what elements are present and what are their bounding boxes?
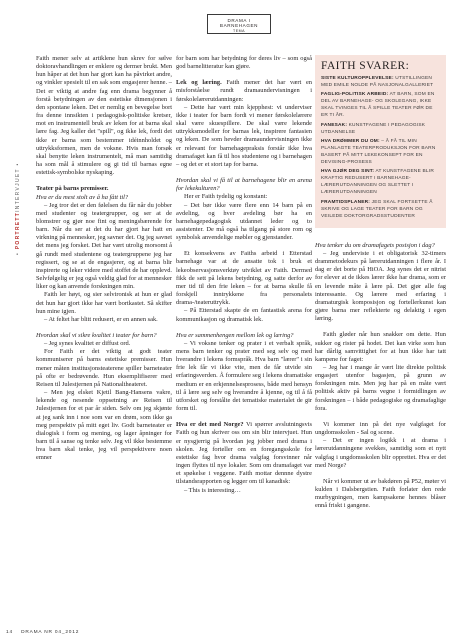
paragraph: for barn som har betydning for deres liv – som også god barnelitteratur kan gjøre. xyxy=(176,55,312,71)
fact-item xyxy=(321,168,440,196)
paragraph: – At feltet har blitt redusert, er en annen sak. xyxy=(44,315,158,323)
fact-item xyxy=(321,75,440,89)
paragraph: – Det er ingen logikk i at drama i lærerutdanningene svekkes, samtidig som et nytt valgfag i ungdomsskolen blir opprettet. Hva er det med Norge? xyxy=(315,437,446,469)
paragraph: Her er Faith tydelig og konstant: xyxy=(184,193,268,201)
paragraph: – Vi voksne tenker og prater i et verbalt språk, mens barn tenker og prater med seg selv og med hverandre i lekens formspråk. Hva barn "lærer" i sin frie lek får vi ikke vite, men de får utvide sin erfaringsverden. Å formulere seg i lekens dramatiske medium er en erkjennelsesprosess, både med hensyn til å lære seg selv og hverandre å kjenne, og til å få utforsket og forstålte det tematiske materialet de gir form til. xyxy=(176,339,312,413)
paragraph: – This is interesting… xyxy=(184,486,241,494)
paragraph: – Jeg har i mange år vært lite direkte politisk engasjert utenfor bagasjen, på grunn av forskningen min. Men jeg har på en måte vært politisk aktiv på barns vegne i formidlingen av forskningen – i både pedagogiske og dramafaglige fora. xyxy=(315,363,446,412)
paragraph: – Jeg tror det er den følelsen du får når du jobber med studenter og teatergrupper, og ser at de blomstrer og gjør noe fint og meningsbærende for barn. Når du ser at det du har gjort har hatt en virkning på mennesker, jeg savner det. Og jeg savnet det mens jeg forsket. Det har vært utrolig morsomt å gå rundt med studentene og teatergruppene jeg har regissert, og se at de engasjerer, og at barna blir inspirerte og leker videre med stoffet de har opplevd. Selvfølgelig er jeg også veldig glad for at mennesker liker og kan anvende forskningen min. xyxy=(36,201,172,291)
fact-key: FANESAK: xyxy=(321,122,348,128)
question: Hvordan skal vi få til at barnehagene blir en arena for lekekulturen? xyxy=(176,177,312,193)
question: Hva er du mest stolt av å ha fått til? xyxy=(36,193,129,201)
fact-key: FAGLIG-POLITISK ARBEID: xyxy=(321,92,389,98)
fact-value: – Å FÅ TIL MIN PLANLAGTE TEATERPRODUKSJON FOR BARN BASERT PÅ MITT LEKEKONSEPT FOR EN DEVISING-PROSESS xyxy=(321,138,436,166)
fact-value: AT BARN, SOM EN DEL AV BARNEHAGE- OG SKOLEGANG, IKKE SKAL TVINGES TIL Å SPILLE TEATER FØR DE ER TI ÅR. xyxy=(321,92,435,119)
fact-item xyxy=(321,199,440,220)
paragraph: – Jeg underviste i et obligatorisk 32-timers drammetodekurs på lærerutdanningen i flere år. I dag er det borte på HiOA. Jeg synes det er nitrist for elever at de ikkes lærer ikke har drama, som er en levende måte å lære på. Det gjør alle fag interessante. Og lærere med erfaring i dramaturgisk komposisjon og fortellerkunst kan gjøre barna mer reflekterte og delaktig i egen læring. xyxy=(315,249,446,323)
fact-value: AT KUNSTFAGENE BLIR KRAFTIG REDUSERT I BARNEHAGE-LÆRERUTDANNINGEN OG SLETTET I LÆRERUTDANNINGEN xyxy=(321,169,434,196)
fact-key: HVA DRØMMER DU OM: xyxy=(321,138,380,144)
subheading: Hva er det med Norge? xyxy=(176,421,244,429)
paragraph xyxy=(176,79,312,103)
paragraph-text: Vi spørrer avslutningsvis Faith og hun skriver oss om sin blir intervjuet. Hun er nysgjerrig på hvordan jeg jobber med drama i skolen. Jeg forteller om en foregangsskole for estetiske fag hvor drama valgfag forsvinner når ingen flyttes til nye lokaler. Som om dramafaget var et spøkelse i veggene. Faith mottar dennne dystre tilstandsrapporten og legger om til kanadisk: xyxy=(176,421,312,486)
side-label-rest: INTERVJUET xyxy=(15,168,21,212)
paragraph: Et konsekvens av Faiths arbeid i Etterstad barnehage var at de ansatte tok i bruk et lekeobservasjonsverktøy utviklet av Faith. Dermed fikk de sett på lekens betydning, og satte derfor av mer tid til den frie leken – for at barna skulle få forskjell inntrykkene fra personalets drama-/teateruttrykk. xyxy=(176,250,312,307)
fact-box-title: FAITH SVARER: xyxy=(321,60,410,72)
paragraph: Når vi kommer ut av bakdøren på P52, møter vi kulden i Dalsbergstien. Faith forlater den rede murbygningen, men kampsakene hennes blåser ennå friskt i gangene. xyxy=(315,477,446,510)
column-3 xyxy=(315,55,446,510)
subheading: Teater på barns premisser. xyxy=(36,185,109,193)
fact-value: JEG SKAL FORTSETTE Å SKRIVE OG LAGE TEATER FOR BARN OG VEILEDE DOKTORGRADSSTUDENTER xyxy=(321,199,433,219)
column-2 xyxy=(176,55,312,495)
paragraph: Faith gløder når hun snakker om dette. Hun sukker og rister på hodet. Det kan virke som hun har dårlig samvittighet for at hun ikke har tatt kampene for faget: xyxy=(315,331,446,363)
fact-key: FRAMTIDSPLANER: xyxy=(321,199,371,205)
question: Hvordan skal vi sikre kvalitet i teater for barn? xyxy=(36,332,157,339)
fact-item xyxy=(321,138,440,166)
paragraph: – Det bør ikke være flere enn 14 barn på en avdeling, og hver avdeling bør ha en barnehagepedagogisk utdannet leder og to assistenter. De må også ha tilgang på store rom og symbolsk anvendelige møbler og gjenstander. xyxy=(176,201,312,242)
fact-value: KUNSTFAGENE I PEDAGOGISK UTDANNELSE xyxy=(321,122,426,135)
side-label: • PORTRETTINTERVJUET • xyxy=(15,162,21,255)
paragraph: Vi kommer inn på det nye valgfaget for ungdomsskolen - Sal og scene. xyxy=(315,420,446,437)
fact-key: SISTE KULTUROPPLEVELSE: xyxy=(321,76,394,81)
paragraph: – Men jeg elsket Kjetil Bang-Hansens vakre, lekende og nesende oppsetning av Reisen til Julestjernen for et par år siden. Selv om jeg skjønte at jeg sank inn i noe som var en drøm, som ikke ga meg perspektiv på mitt eget liv. Godt barneteater er dialogisk i form og mening, og lager åpninger for barn til å sanse og tenke selv. Jeg vil ikke bestemme hva barn skal tenke, jeg vil perspektivere noen emner xyxy=(36,389,172,462)
paragraph: For Faith er det viktig at godt teater kommuniserer på barns estetiske premisser. Hun mener måten institusjonsteaterene spiller barneteater på ofte er bedrøvende. Hun eksemplifiserer med Reisen til Julestjernen på Nationaltheateret. xyxy=(36,348,172,388)
subheading: Lek og læring. xyxy=(176,79,222,87)
section-header xyxy=(207,14,271,34)
paragraph-text: Faith mener det har vært en misforståelse rundt dramaundervisningen i førskolelærerutdanningen: xyxy=(176,79,312,103)
paragraph: – Dette har vært min kjepphest: vi underviser ikke i teater for barn fordi vi mener førskolelærere skal være skuespillere. De skal være lekende uttrykksmodeller for barnas lek, inspirere fantasien og leken. De som hevder dramaundervisningen ikke er relevant for barnehagepraksis forstår ikke hva dramafaget kan få til hos studentene og i barnehagen – og det er et stort tap for barna. xyxy=(176,103,312,168)
question: Hva tenker du om dramafagets posisjon i dag? xyxy=(315,241,435,249)
side-label-bold: PORTRETT xyxy=(15,211,21,250)
question: Hva er sammenhengen mellom lek og læring? xyxy=(176,331,294,339)
paragraph: – Jeg synes kvalitet er diffust ord. xyxy=(44,340,131,348)
fact-item xyxy=(321,91,440,119)
fact-key: HVA GJØR DEG SINT: xyxy=(321,169,375,175)
magazine-issue: DRAMA NR 04_2012 xyxy=(21,630,80,635)
section-subtitle: TEMA xyxy=(233,29,245,33)
fact-box xyxy=(315,55,446,228)
paragraph: Faith ler høyt, og sier selvironisk at hun er glad det hun har gjort ikke har vært bortkastet. Så skifter hun mine igjen. xyxy=(36,291,172,315)
fact-item xyxy=(321,122,440,136)
paragraph: – På Etterstad skapte de en fantastisk arena for kommunikasjon og dramatisk lek. xyxy=(176,307,312,323)
column-1 xyxy=(36,55,172,463)
paragraph xyxy=(176,421,312,486)
paragraph: Faith mener selv at artiklene hun skrev for sølve doktoravhandlingen er enklere og dermer brukt. Men hun håper at det hun har gjort kan ha påvirket andre, og vinkler spesielt til en sak som engasjerer henne. – Det er viktig at andre fag enn drama begynner å forstå betydningen av den estetiske dimensjonen i den spontane leken. Det er nemlig en bevegelse bort fra denne innsikten i pedagogisk-politiske kretser, mot en instrumentell bruk av leken for at barna skal lære fag. Jeg kaller det "spill", og ikke lek, fordi det ikke er barna som bestemmer idéinnholdet og uttrykksformen, men de voksne. Hvis man forsøk skal benytte leken instrumentelt, må man samtidig ha som mål å stimulere og gi tid til barnas egne estetisk-symbolske nyskaping. xyxy=(36,55,172,177)
page-footer xyxy=(6,630,85,635)
page-number: 14 xyxy=(6,630,13,635)
fact-value: UTSTILLINGEN MED EMILE NOLDE PÅ NASJONALGALLERIET xyxy=(321,76,434,89)
section-title: DRAMA I BARNEHAGEN xyxy=(219,18,259,28)
